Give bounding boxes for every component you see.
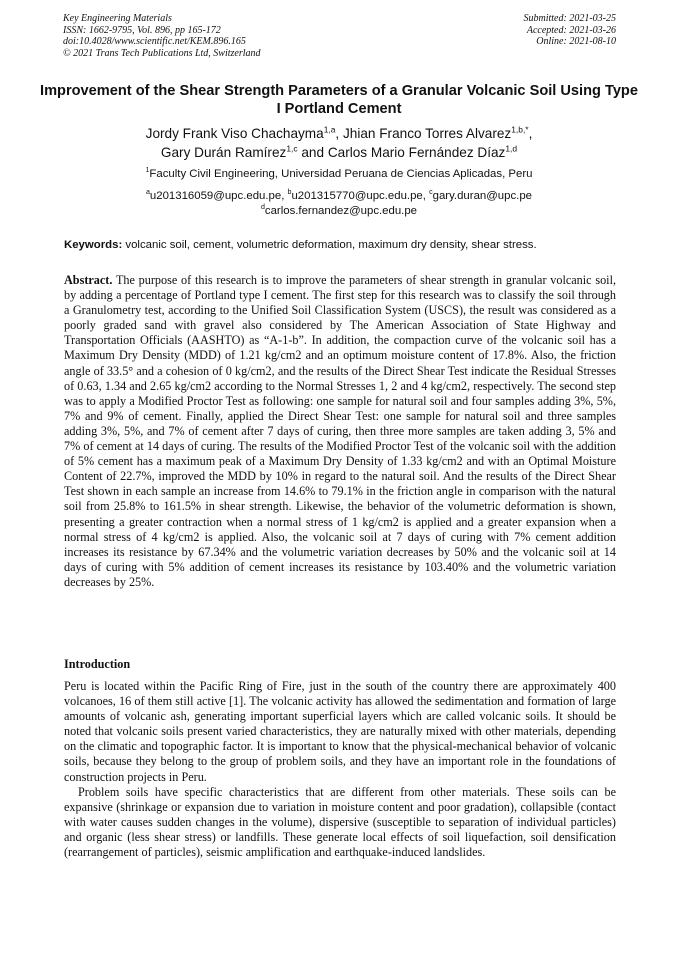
keywords-text: volcanic soil, cement, volumetric deformation, maximum dry density, shear stress. [122,239,537,251]
author-separator: , [528,126,533,141]
keywords-label: Keywords: [64,239,123,251]
journal-copyright: © 2021 Trans Tech Publications Ltd, Switzerland [63,47,261,59]
affiliation [40,167,638,181]
affiliation-mark: 1 [145,167,150,175]
affiliation-text: Faculty Civil Engineering, Universidad Peruana de Ciencias Aplicadas, Peru [149,168,533,180]
journal-doi[interactable]: doi:10.4028/www.scientific.net/KEM.896.165 [63,36,246,48]
journal-name: Key Engineering Materials [63,13,172,24]
email-mark: b [287,189,292,197]
journal-header [63,13,261,59]
abstract [64,273,616,590]
author-affiliation-mark: 1,b,* [511,124,529,135]
submitted-date: Submitted: 2021-03-25 [523,13,616,24]
author-separator: , [335,126,343,141]
email-link[interactable]: u201315770@upc.edu.pe, [291,190,430,202]
author-affiliation-mark: 1,d [505,143,518,154]
abstract-label: Abstract. [64,273,113,287]
keywords [64,238,616,253]
email-link[interactable]: u201316059@upc.edu.pe, [149,190,288,202]
dates-header [524,13,617,48]
author-name: Jordy Frank Viso Chachayma [145,126,324,141]
online-date: Online: 2021-08-10 [536,36,616,48]
author-name: Jhian Franco Torres Alvarez [342,126,512,141]
introduction-body [64,679,616,860]
author-affiliation-mark: 1,c [286,143,298,154]
email-mark: c [429,189,433,197]
paragraph: Problem soils have specific characteristics that are different from other materials. These soils can be expansive (shrinkage or expansion due to variation in moisture content and poor gradation), collapsible (contact with water causes sudden changes in the volume), dispersive (susceptible to separation of individual particles) and organic (less shear stress) or landfills. These generate local effects of soil liquefaction, soil densification (rearrangement of particles), seismic amplification and earthquake-induced landslides. [64,784,616,860]
author-list [40,124,638,162]
author-emails [40,189,638,219]
accepted-date: Accepted: 2021-03-26 [526,24,616,36]
author-affiliation-mark: 1,a [323,124,336,135]
email-link[interactable]: gary.duran@upc.pe [432,190,532,202]
email-mark: d [260,204,265,212]
email-link[interactable]: carlos.fernandez@upc.edu.pe [264,205,418,217]
journal-issn: ISSN: 1662-9795, Vol. 896, pp 165-172 [63,24,221,36]
email-mark: a [146,189,150,197]
author-name: Carlos Mario Fernández Díaz [327,145,506,160]
author-name: Gary Durán Ramírez [160,145,287,160]
abstract-text: The purpose of this research is to improve the parameters of shear strength in granular volcanic soil, by adding a percentage of Portland type I cement. The first step for this research was to classify the soil through a Granulometry test, according to the Unified Soil Classification System (USCS), the result was considered as a poorly graded sand with gravel also considered by The American Association of State Highway and Transportation Officials (AASHTO) as “A-1-b”. In addition, the compaction curve of the volcanic soil has a Maximum Dry Density (MDD) of 1.21 kg/cm2 and an optimum moisture content of 17.8%. Also, the friction angle of 33.5° and a cohesion of 0 kg/cm2, and the results of the Direct Shear Test indicate the Residual Stresses of 0.63, 1.34 and 2.65 kg/cm2 according to the Normal Stresses 1, 2 and 4 kg/cm2, respectively. The second step was to apply a Modified Proctor Test as following: one sample for natural soil and four samples adding 3%, 5%, 7% and 9% of cement. Finally, applied the Direct Shear Test: one sample for natural soil and three samples adding 3%, 5%, and 7% of cement after 7 days of curing, then three more samples are taken adding 3, 5% and 7% of cement at 14 days of curing. The results of the Modified Proctor Test of the volcanic soil with the addition of 5% cement has a maximum peak of a Maximum Dry Density of 1.33 kg/cm2 and with an Optimal Moisture Content of 22.7%, improved the MDD by 10% in regard to the natural soil. And the results of the Direct Shear Test shown in each sample an increase from 14.6% to 79.1% in the friction angle in comparison with the natural soil from 25.8% to 161.5% in shear strength. Likewise, the behavior of the volumetric deformation is shown, presenting a greater contraction when a normal stress of 1 kg/cm2 is applied and a greater expansion when a normal stress of 4 kg/cm2 is applied. Also, the volcanic soil at 7 days of curing with 7% cement addition increases its resistance by 67.34% and the volumetric variation decreases by 50% and the volcanic soil at 14 days of curing with 5% addition of cement increases its resistance by 103.40% and the volumetric variation decreases by 25%. [64,273,616,589]
paper-title: Improvement of the Shear Strength Parameters of a Granular Volcanic Soil Using Type I Portland Cement [40,83,638,117]
author-separator: and [297,145,328,160]
section-heading-introduction: Introduction [64,657,131,671]
paragraph: Peru is located within the Pacific Ring of Fire, just in the south of the country there are approximately 400 volcanoes, 16 of them still active [1]. The volcanic activity has allowed the sedimentation and formation of large amounts of volcanic ash, generating important superficial layers which are called volcanic soils. It should be noted that volcanic soils present varied characteristics, they are naturally mixed with other materials, depending on the climatic and topographic factor. It is important to know that the physical-mechanical behavior of volcanic soils, because they belong to the group of problem soils, and they have an important role in the foundations of construction projects in Peru. [64,679,616,784]
